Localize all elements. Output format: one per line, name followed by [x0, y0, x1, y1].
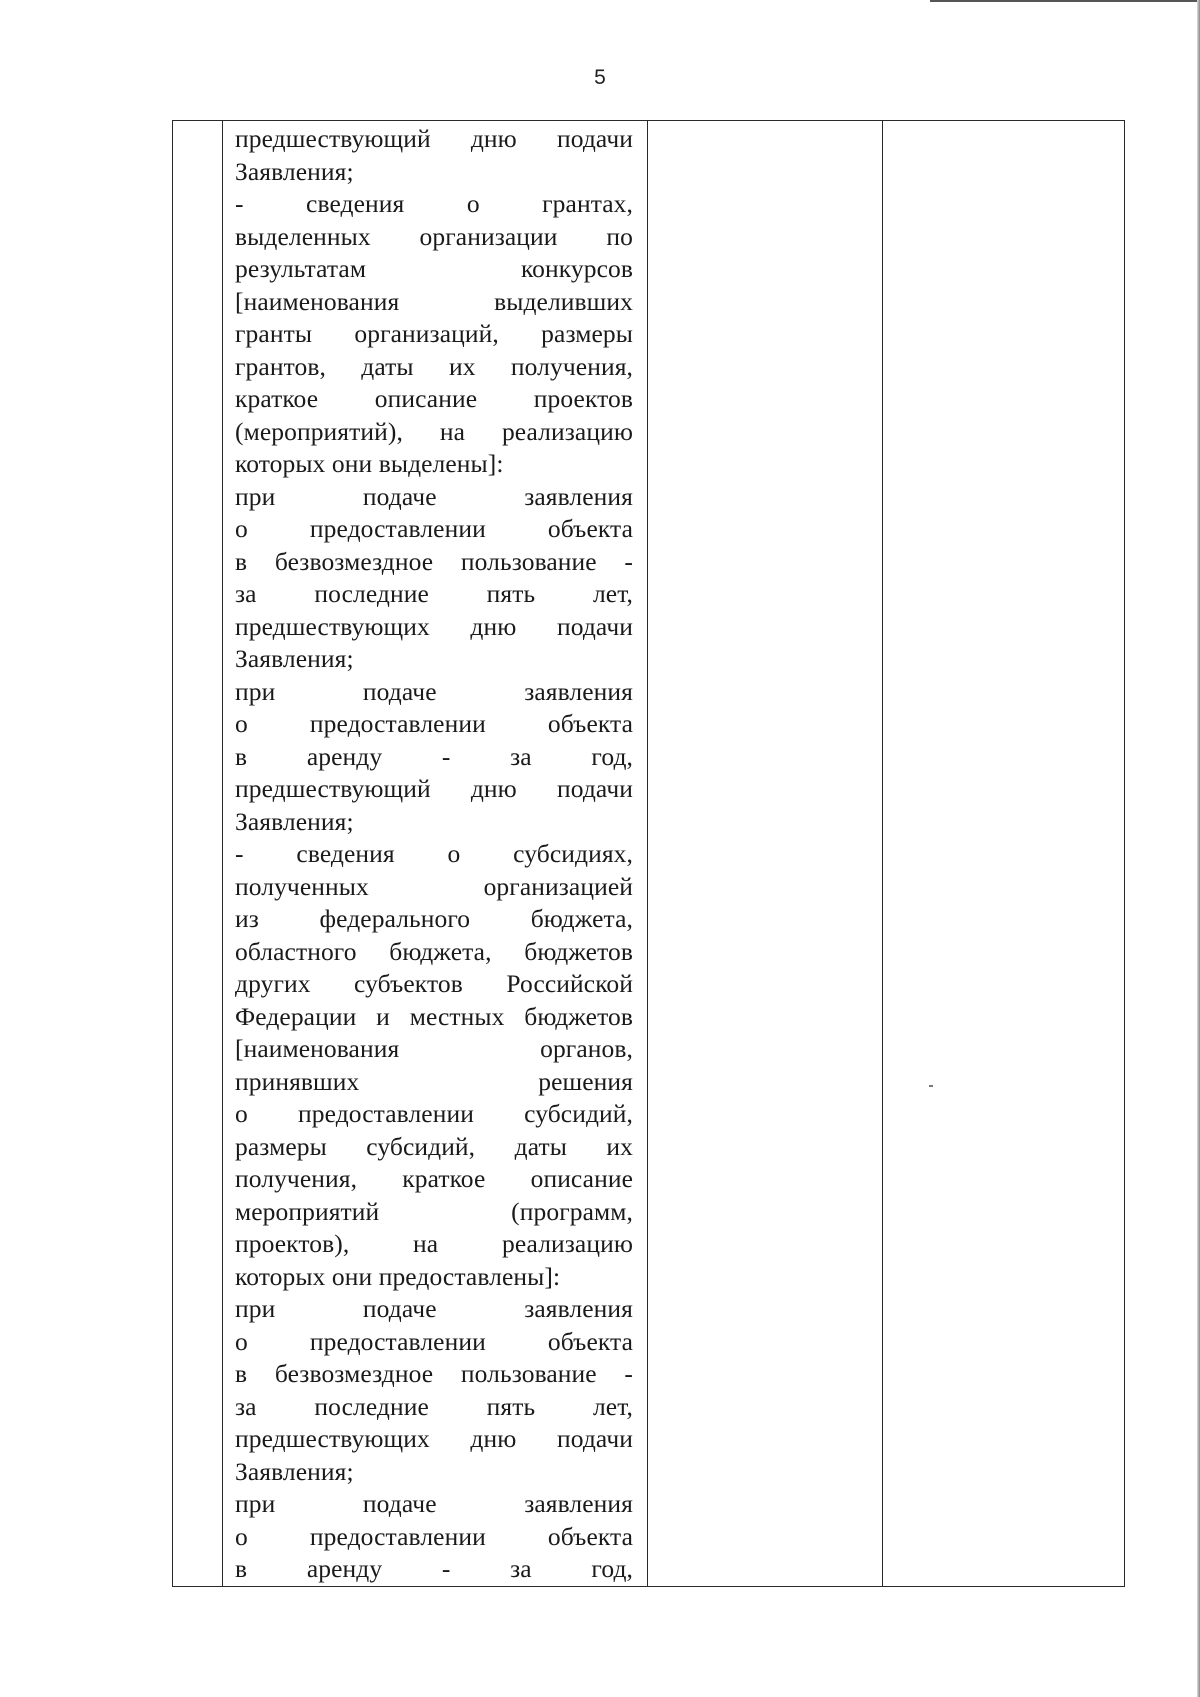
text-line: предшествующих дню подачи — [235, 1424, 633, 1453]
text-line: которых они выделены]: — [235, 449, 504, 478]
text-line: предшествующих дню подачи — [235, 611, 633, 641]
text-line: мероприятий (программ, — [235, 1196, 633, 1226]
text-line: в аренду - за год, — [235, 1554, 633, 1583]
text-line: при подаче заявления — [235, 481, 633, 511]
text-line: выделенных организации по — [235, 221, 633, 251]
text-line: Заявления; — [235, 156, 354, 186]
text-line: Заявления; — [235, 1456, 354, 1486]
table-row — [173, 121, 1125, 1587]
text-line: получения, краткое описание — [235, 1164, 633, 1193]
text-line: в безвозмездное пользование - — [235, 1359, 633, 1388]
text-line: о предоставлении объекта — [235, 709, 633, 738]
scan-edge-top — [930, 0, 1200, 2]
text-line: краткое описание проектов — [235, 384, 633, 413]
text-line: предшествующий дню подачи — [235, 774, 633, 803]
description-text — [223, 121, 647, 1586]
text-line: которых они предоставлены]: — [235, 1261, 561, 1291]
text-line: при подаче заявления — [235, 1294, 633, 1323]
description-cell — [223, 121, 648, 1587]
text-line: при подаче заявления — [235, 676, 633, 706]
text-line: Заявления; — [235, 644, 354, 673]
text-line: - сведения о грантах, — [235, 189, 633, 218]
text-line: грантов, даты их получения, — [235, 351, 633, 381]
text-line: о предоставлении объекта — [235, 1521, 633, 1551]
text-line: полученных организацией — [235, 871, 633, 901]
text-line: (мероприятий), на реализацию — [235, 416, 633, 446]
text-line: результатам конкурсов — [235, 254, 633, 283]
text-line: из федерального бюджета, — [235, 904, 633, 933]
text-line: областного бюджета, бюджетов — [235, 936, 633, 966]
text-line: гранты организаций, размеры — [235, 319, 633, 348]
text-line: о предоставлении субсидий, — [235, 1099, 633, 1128]
empty-cell-3 — [648, 121, 883, 1587]
text-line: предшествующий дню подачи — [235, 124, 633, 153]
text-line: проектов), на реализацию — [235, 1229, 633, 1258]
page-number: 5 — [594, 66, 606, 89]
text-line: за последние пять лет, — [235, 1391, 633, 1421]
scan-speck — [929, 1085, 933, 1087]
text-line: принявших решения — [235, 1066, 633, 1096]
document-table — [172, 120, 1125, 1587]
text-line: других субъектов Российской — [235, 969, 633, 998]
text-line: о предоставлении объекта — [235, 1326, 633, 1356]
text-line: Заявления; — [235, 806, 354, 836]
text-line: о предоставлении объекта — [235, 514, 633, 543]
text-line: в безвозмездное пользование - — [235, 546, 633, 576]
text-line: Федерации и местных бюджетов — [235, 1001, 633, 1031]
text-line: [наименования органов, — [235, 1034, 633, 1063]
text-line: в аренду - за год, — [235, 741, 633, 771]
text-line: размеры субсидий, даты их — [235, 1131, 633, 1161]
text-line: [наименования выделивших — [235, 286, 633, 316]
text-line: - сведения о субсидиях, — [235, 839, 633, 868]
empty-cell-4 — [883, 121, 1125, 1587]
number-cell — [173, 121, 223, 1587]
text-line: за последние пять лет, — [235, 579, 633, 608]
text-line: при подаче заявления — [235, 1489, 633, 1518]
